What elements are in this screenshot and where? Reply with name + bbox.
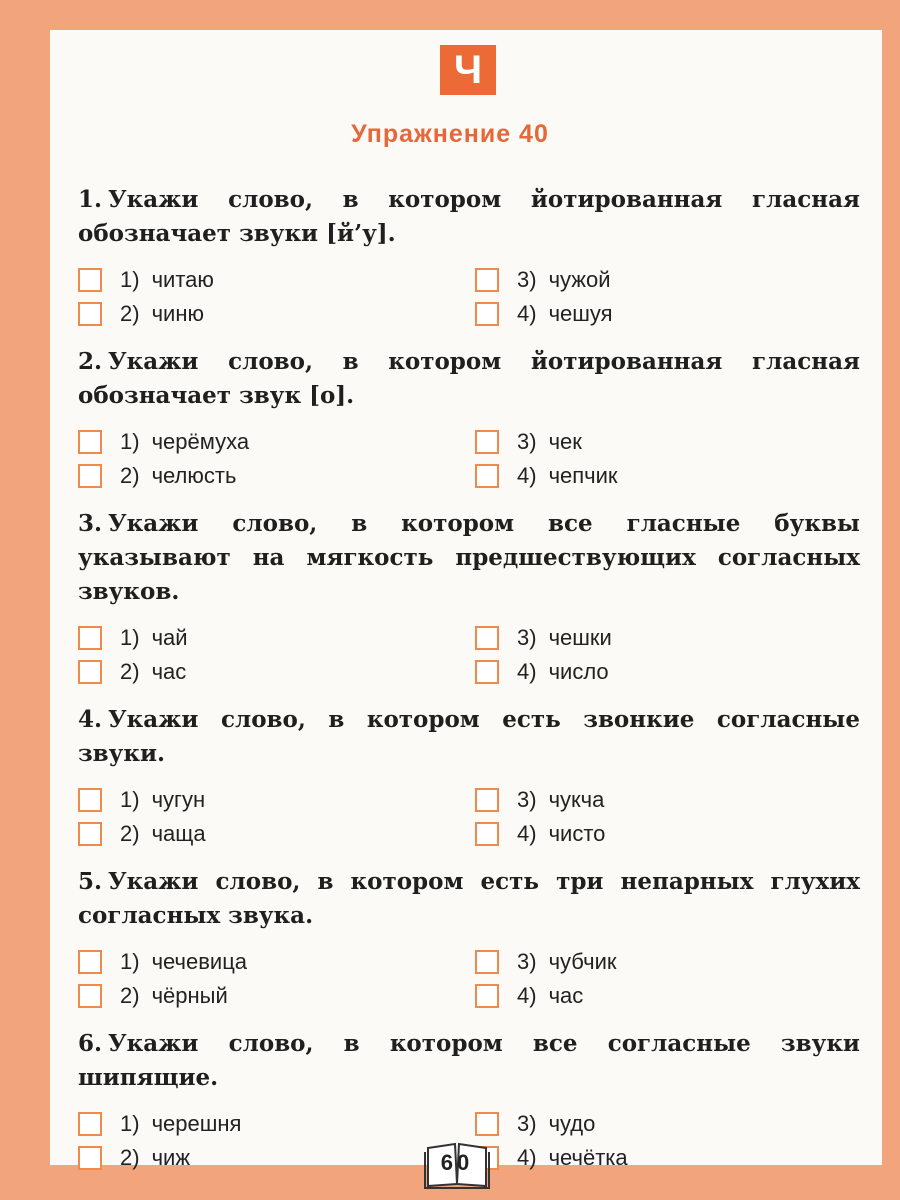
question-block	[78, 183, 860, 329]
answer-option[interactable]	[78, 785, 475, 815]
answer-checkbox[interactable]	[78, 268, 102, 292]
option-number: 1)	[120, 625, 140, 650]
option-number: 3)	[517, 429, 537, 454]
question-text	[78, 1027, 860, 1095]
option-number: 2)	[120, 463, 140, 488]
question-block	[78, 345, 860, 491]
answer-option[interactable]	[78, 265, 475, 295]
option-number: 4)	[517, 301, 537, 326]
answer-checkbox[interactable]	[475, 430, 499, 454]
answer-option[interactable]	[475, 427, 860, 457]
answer-option[interactable]	[475, 299, 860, 329]
option-label: чисто	[548, 821, 606, 846]
option-label: число	[548, 659, 609, 684]
option-number: 3)	[517, 949, 537, 974]
answer-checkbox[interactable]	[475, 626, 499, 650]
question-number: 6.	[78, 1030, 103, 1057]
answer-option[interactable]	[475, 947, 860, 977]
answer-options	[78, 427, 860, 491]
section-letter-badge: Ч	[440, 45, 496, 95]
answer-checkbox[interactable]	[78, 788, 102, 812]
question-block	[78, 865, 860, 1011]
answer-checkbox[interactable]	[475, 950, 499, 974]
option-number: 1)	[120, 787, 140, 812]
answer-option[interactable]	[475, 981, 860, 1011]
question-prompt: Укажи слово, в котором йотированная гласная обозначает звуки [й’у].	[78, 186, 860, 247]
answer-checkbox[interactable]	[78, 822, 102, 846]
question-prompt: Укажи слово, в котором все гласные буквы указывают на мягкость предшествующих согласных звуков.	[78, 510, 860, 605]
answer-checkbox[interactable]	[475, 660, 499, 684]
answer-option[interactable]	[78, 427, 475, 457]
option-label: черёмуха	[151, 429, 250, 454]
question-text	[78, 183, 860, 251]
option-label: чёрный	[151, 983, 228, 1008]
answer-option[interactable]	[78, 461, 475, 491]
answer-option[interactable]	[78, 1143, 475, 1173]
option-number: 2)	[120, 1145, 140, 1170]
question-number: 3.	[78, 510, 103, 537]
answer-option[interactable]	[475, 1143, 860, 1173]
option-label: чечевица	[151, 949, 248, 974]
option-label: чешки	[548, 625, 612, 650]
answer-option[interactable]	[475, 657, 860, 687]
option-number: 4)	[517, 1145, 537, 1170]
question-text	[78, 345, 860, 413]
question-prompt: Укажи слово, в котором все согласные звуки шипящие.	[78, 1030, 860, 1091]
answer-option[interactable]	[475, 819, 860, 849]
option-label: челюсть	[151, 463, 237, 488]
answer-option[interactable]	[78, 947, 475, 977]
answer-checkbox[interactable]	[78, 1112, 102, 1136]
option-label: чугун	[151, 787, 206, 812]
option-number: 3)	[517, 1111, 537, 1136]
answer-checkbox[interactable]	[475, 302, 499, 326]
answer-options	[78, 623, 860, 687]
answer-options	[78, 265, 860, 329]
answer-option[interactable]	[475, 265, 860, 295]
question-text	[78, 865, 860, 933]
option-number: 2)	[120, 659, 140, 684]
answer-option[interactable]	[475, 461, 860, 491]
question-text	[78, 703, 860, 771]
question-prompt: Укажи слово, в котором йотированная гласная обозначает звук [о].	[78, 348, 860, 409]
option-label: чудо	[548, 1111, 596, 1136]
option-label: чубчик	[548, 949, 617, 974]
question-number: 2.	[78, 348, 103, 375]
option-number: 1)	[120, 429, 140, 454]
option-label: чукча	[548, 787, 605, 812]
option-label: чек	[548, 429, 582, 454]
option-label: читаю	[151, 267, 214, 292]
option-number: 2)	[120, 821, 140, 846]
option-number: 3)	[517, 787, 537, 812]
question-prompt: Укажи слово, в котором есть три непарных глухих согласных звука.	[78, 868, 860, 929]
option-label: чечётка	[548, 1145, 628, 1170]
answer-checkbox[interactable]	[475, 268, 499, 292]
answer-checkbox[interactable]	[475, 822, 499, 846]
question-number: 1.	[78, 186, 103, 213]
option-number: 1)	[120, 1111, 140, 1136]
answer-option[interactable]	[78, 299, 475, 329]
page-number: 60	[440, 1150, 474, 1175]
answer-checkbox[interactable]	[78, 626, 102, 650]
option-label: чай	[151, 625, 188, 650]
questions-list	[78, 183, 860, 1189]
option-number: 4)	[517, 659, 537, 684]
option-number: 4)	[517, 983, 537, 1008]
question-block	[78, 507, 860, 687]
option-label: чешуя	[548, 301, 613, 326]
option-label: чиню	[151, 301, 204, 326]
question-text	[78, 507, 860, 609]
answer-checkbox[interactable]	[475, 1112, 499, 1136]
option-label: чиж	[151, 1145, 191, 1170]
answer-checkbox[interactable]	[475, 464, 499, 488]
answer-options	[78, 785, 860, 849]
question-number: 5.	[78, 868, 103, 895]
option-number: 2)	[120, 301, 140, 326]
option-number: 4)	[517, 821, 537, 846]
answer-checkbox[interactable]	[78, 302, 102, 326]
option-number: 3)	[517, 267, 537, 292]
answer-checkbox[interactable]	[475, 788, 499, 812]
option-number: 3)	[517, 625, 537, 650]
question-block	[78, 703, 860, 849]
exercise-title: Упражнение 40	[351, 120, 549, 148]
answer-checkbox[interactable]	[475, 984, 499, 1008]
answer-checkbox[interactable]	[78, 950, 102, 974]
answer-checkbox[interactable]	[78, 1146, 102, 1170]
answer-checkbox[interactable]	[78, 984, 102, 1008]
option-number: 1)	[120, 267, 140, 292]
question-number: 4.	[78, 706, 103, 733]
option-label: час	[548, 983, 584, 1008]
answer-option[interactable]	[78, 981, 475, 1011]
answer-option[interactable]	[475, 623, 860, 653]
option-label: чужой	[548, 267, 611, 292]
option-number: 4)	[517, 463, 537, 488]
option-label: чепчик	[548, 463, 618, 488]
option-number: 2)	[120, 983, 140, 1008]
answer-option[interactable]	[78, 657, 475, 687]
answer-option[interactable]	[78, 623, 475, 653]
answer-checkbox[interactable]	[78, 660, 102, 684]
question-prompt: Укажи слово, в котором есть звонкие согласные звуки.	[78, 706, 860, 767]
answer-checkbox[interactable]	[78, 464, 102, 488]
answer-checkbox[interactable]	[78, 430, 102, 454]
option-label: чаща	[151, 821, 206, 846]
answer-option[interactable]	[475, 785, 860, 815]
answer-option[interactable]	[78, 1109, 475, 1139]
answer-options	[78, 947, 860, 1011]
option-label: черешня	[151, 1111, 242, 1136]
answer-option[interactable]	[78, 819, 475, 849]
option-number: 1)	[120, 949, 140, 974]
option-label: час	[151, 659, 187, 684]
answer-option[interactable]	[475, 1109, 860, 1139]
